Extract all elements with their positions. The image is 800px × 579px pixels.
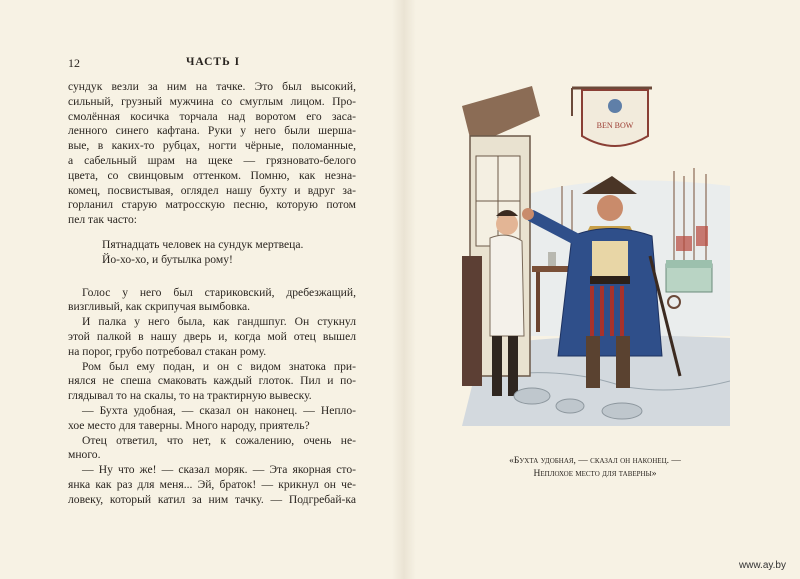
text-line: визгливый, как скрипучая вымбовка. [68,300,251,314]
paragraph [68,315,356,359]
text-line: нялся не спеша смаковать каждый глоток. Пил и по- [68,374,356,388]
verse-line: Пятнадцать человек на сундук мертвеца. [102,237,304,251]
illustration-caption [430,455,760,481]
text-line: Голос у него был стариковский, дребезжащий, [82,285,356,299]
text-line: — Бухта удобная, — сказал он наконец. — Непло- [82,403,356,417]
song-verse [102,238,356,268]
text-line: сундук везли за ним на тачке. Это был высокий, [68,80,356,93]
text-line: ленного синего кафтана. Руки у него были шерша- [68,124,356,138]
text-line: И палка у него была, как гандшпуг. Он стукнул [82,315,356,329]
text-line: смолённая косичка торчала над воротом его заса- [68,109,356,123]
text-line: Отец ответил, что нет, к сожалению, очень не- [82,433,356,447]
text-line: горланил старую матросскую песню, которую потом [68,198,356,212]
paragraph [68,286,356,316]
text-line: глядывал то на скалы, то на трактирную вывеску. [68,389,312,403]
paragraph [68,360,356,404]
body-text [68,80,356,508]
text-line: цвета, со свинцовым оттенком. Помню, как незна- [68,168,356,182]
text-line: а сабельный шрам на щеке — грязновато-белого [68,153,356,167]
caption-line: «Бухта удобная, — сказал он наконец. — [509,456,681,466]
text-line: сильный, грузный мужчина со смуглым лицом. Про- [68,94,356,108]
text-line: на порог, грубо потребовал стакан рому. [68,344,267,358]
text-line: много. [68,448,101,462]
text-line: хое место для таверны. Много народу, приятель? [68,418,310,432]
tavern-sign [572,88,652,146]
paragraph [68,463,356,507]
caption-line: Неплохое место для таверны» [533,469,657,479]
text-line: пел так часто: [68,213,137,227]
text-line: этой палкой в нашу дверь и, когда мой отец вышел [68,329,356,343]
watermark: www.ay.by [738,560,786,571]
text-line: комец, посвистывая, оглядел нашу бухту и вдруг за- [68,183,356,197]
tavern-sign-text: BEN BOW [596,121,634,130]
paragraph [68,404,356,434]
page-number: 12 [68,56,80,70]
part-title: ЧАСТЬ I [185,56,241,68]
text-line: вые, в каких-то рубцах, ногти чёрные, поломанные, [68,139,356,153]
text-line: — Ну что же! — сказал моряк. — Эта якорная сто- [82,463,356,477]
paragraph [68,80,356,228]
paragraph [68,434,356,464]
text-line: ловеку, который катил за ним тачку. — Подгребай-ка [68,492,356,506]
verse-line: Йо-хо-хо, и бутылка рому! [102,252,233,266]
illustration [462,76,730,426]
text-line: янка как раз для меня... Эй, браток! — крикнул он че- [68,477,356,491]
tavern-scene-illustration [462,76,730,426]
text-line: Ром был ему подан, и он с видом знатока при- [82,359,356,373]
running-head [68,56,358,72]
